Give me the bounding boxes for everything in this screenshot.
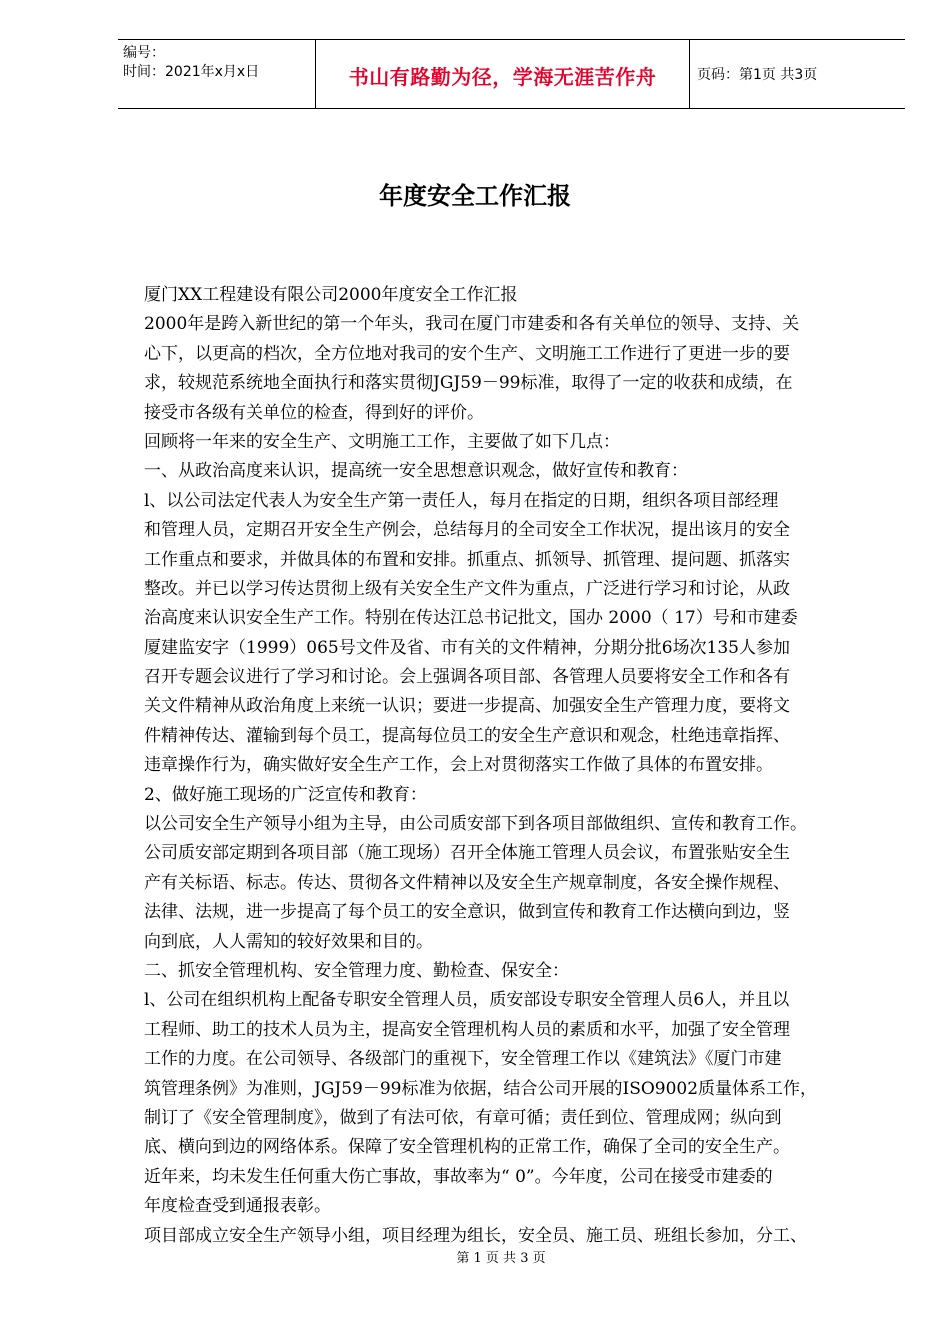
body-line: 工作的力度。在公司领导、各级部门的重视下，安全管理工作以《建筑法》《厦门市建 [144, 1049, 782, 1070]
body-line: 产有关标语、标志。传达、贯彻各文件精神以及安全生产规章制度，各安全操作规程、 [144, 872, 790, 893]
document-title: 年度安全工作汇报 [379, 182, 571, 210]
number-label: 编号： [123, 45, 165, 61]
body-line: l、以公司法定代表人为安全生产第一责任人，每月在指定的日期，组织各项目部经理 [144, 490, 779, 511]
body-line: 工作重点和要求，并做具体的布置和安排。抓重点、抓领导、抓管理、提问题、抓落实 [144, 549, 790, 570]
body-line: 工程师、助工的技术人员为主，提高安全管理机构人员的素质和水平，加强了安全管理 [144, 1019, 790, 1040]
body-line: 召开专题会议进行了学习和讨论。会上强调各项目部、各管理人员要将安全工作和各有 [144, 667, 790, 688]
body-line: l、公司在组织机构上配备专职安全管理人员，质安部设专职安全管理人员6人，并且以 [144, 990, 790, 1011]
body-line: 回顾将一年来的安全生产、文明施工工作，主要做了如下几点： [144, 431, 620, 452]
body-line: 近年来，均未发生任何重大伤亡事故，事故率为“ 0”。今年度，公司在接受市建委的 [144, 1166, 773, 1187]
body-line: 以公司安全生产领导小组为主导，由公司质安部下到各项目部做组织、宣传和教育工作。 [144, 814, 807, 835]
body-line: 心下，以更高的档次，全方位地对我司的安个生产、文明施工工作进行了更进一步的要 [144, 343, 790, 364]
body-line: 公司质安部定期到各项目部（施工现场）召开全体施工管理人员会议，布置张贴安全生 [144, 843, 790, 864]
body-line: 接受市各级有关单位的检查，得到好的评价。 [144, 402, 484, 423]
header-motto-cell [316, 40, 690, 108]
body-line: 和管理人员，定期召开安全生产例会，总结每月的全司安全工作状况，提出该月的安全 [144, 520, 790, 541]
body-line: 法律、法规，进一步提高了每个员工的安全意识，做到宣传和教育工作达横向到边，竖 [144, 902, 790, 923]
body-line: 整改。并已以学习传达贯彻上级有关安全生产文件为重点，广泛进行学习和讨论，从政 [144, 578, 790, 599]
body-line: 求，较规范系统地全面执行和落实贯彻JGJ59－99标准，取得了一定的收获和成绩，在 [144, 373, 793, 394]
page-number-label: 页码：第1页 共3页 [697, 67, 818, 83]
body-line: 2000年是跨入新世纪的第一个年头，我司在厦门市建委和各有关单位的领导、支持、关 [144, 314, 800, 335]
body-line: 厦门XX工程建设有限公司2000年度安全工作汇报 [144, 285, 518, 305]
time-label: 时间：2021年x月x日 [123, 64, 260, 80]
body-line: 筑管理条例》为准则，JGJ59－99标准为依据，结合公司开展的ISO9002质量体系工作， [144, 1078, 818, 1099]
body-line: 底、横向到边的网络体系。保障了安全管理机构的正常工作，确保了全司的安全生产。 [144, 1137, 790, 1158]
body-line: 治高度来认识安全生产工作。特别在传达江总书记批文，国办 2000（ 17）号和市建委 [144, 608, 798, 629]
body-line: 2、做好施工现场的广泛宣传和教育： [144, 784, 427, 805]
body-line: 向到底，人人需知的较好效果和目的。 [144, 931, 433, 952]
body-line: 一、从政治高度来认识，提高统一安全思想意识观念，做好宣传和教育： [144, 461, 688, 482]
body-line: 关文件精神从政治角度上来统一认识；要进一步提高、加强安全生产管理力度，要将文 [144, 696, 790, 717]
body-line: 制订了《安全管理制度》，做到了有法可依，有章可循；责任到位、管理成网；纵向到 [144, 1107, 782, 1128]
body-line: 年度检查受到通报表彰。 [144, 1196, 331, 1217]
body-line: 件精神传达、灌输到每个员工，提高每位员工的安全生产意识和观念，杜绝违章指挥、 [144, 725, 790, 746]
body-line: 厦建监安字（1999）065号文件及省、市有关的文件精神，分期分批6场次135人参加 [144, 637, 790, 658]
motto-text: 书山有路勤为径，学海无涯苦作舟 [348, 65, 657, 89]
document-body [144, 281, 882, 1251]
body-line: 项目部成立安全生产领导小组，项目经理为组长，安全员、施工员、班组长参加，分工、 [144, 1225, 807, 1246]
page-footer: 第 1 页 共 3 页 [456, 1251, 546, 1266]
header-info-cell [118, 40, 316, 108]
header-table [118, 39, 905, 109]
body-line: 违章操作行为，确实做好安全生产工作，会上对贯彻落实工作做了具体的布置安排。 [144, 755, 773, 776]
body-line: 二、抓安全管理机构、安全管理力度、勤检查、保安全： [144, 960, 569, 981]
header-page-cell [690, 40, 905, 108]
